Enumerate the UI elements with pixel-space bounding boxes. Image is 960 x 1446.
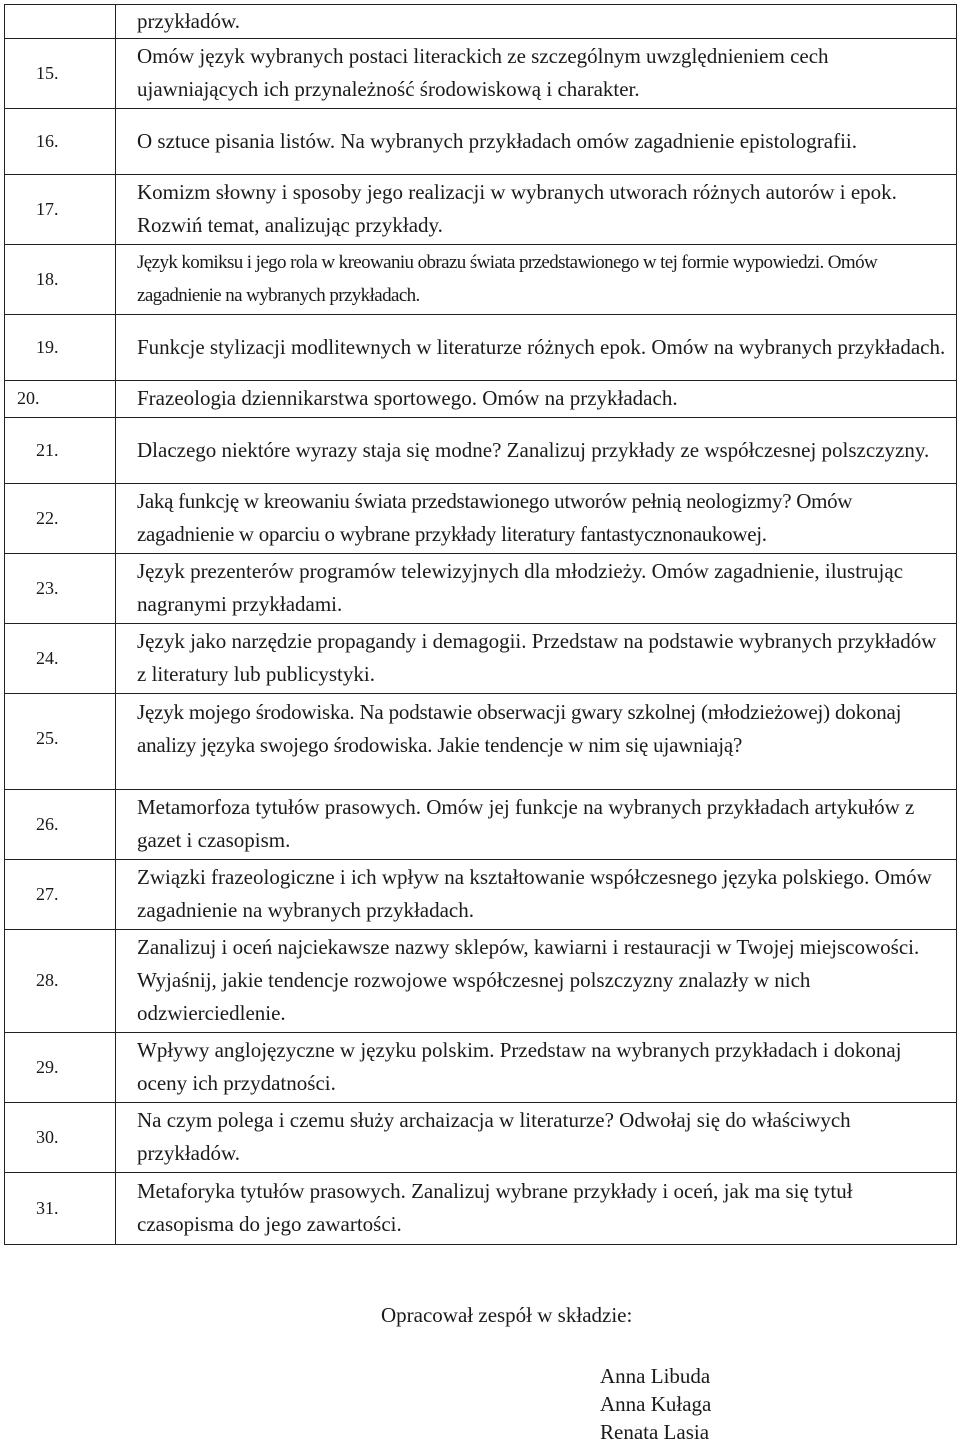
authors-list: [600, 1362, 711, 1446]
topic-text: Metamorfoza tytułów prasowych. Omów jej funkcje na wybranych przykładach artykułów z gazet i czasopism.: [116, 790, 957, 860]
table-row: [5, 790, 957, 860]
topic-number: 27.: [5, 860, 116, 930]
table-row: [5, 860, 957, 930]
topic-number: 17.: [5, 175, 116, 245]
topic-number: 31.: [5, 1173, 116, 1245]
topic-text: Omów język wybranych postaci literackich ze szczególnym uwzględnieniem cech ujawniających ich przynależność środowiskową i charakter.: [116, 39, 957, 109]
topic-number: 19.: [5, 315, 116, 381]
topic-text: Metaforyka tytułów prasowych. Zanalizuj wybrane przykłady i oceń, jak ma się tytuł czasopisma do jego zawartości.: [116, 1173, 957, 1245]
table-row: [5, 1173, 957, 1245]
table-row: [5, 381, 957, 418]
topic-number: 30.: [5, 1103, 116, 1173]
table-row: [5, 554, 957, 624]
topic-number: 20.: [5, 381, 116, 418]
table-row: [5, 930, 957, 1033]
table-row: [5, 175, 957, 245]
table-row: [5, 624, 957, 694]
table-row: [5, 5, 957, 39]
topics-table: [4, 4, 957, 1245]
table-row: [5, 39, 957, 109]
topic-text: O sztuce pisania listów. Na wybranych przykładach omów zagadnienie epistolografii.: [116, 109, 957, 175]
table-row: [5, 245, 957, 315]
topic-text: Zanalizuj i oceń najciekawsze nazwy sklepów, kawiarni i restauracji w Twojej miejscowości. Wyjaśnij, jakie tendencje rozwojowe współczesnej polszczyzny znalazły w nich odzwierciedlenie.: [116, 930, 957, 1033]
topic-number: 15.: [5, 39, 116, 109]
topic-text: Dlaczego niektóre wyrazy staja się modne? Zanalizuj przykłady ze współczesnej polszczyzny.: [116, 418, 957, 484]
topic-number: 25.: [5, 694, 116, 790]
credits-heading: Opracował zespół w składzie:: [381, 1303, 633, 1327]
table-row: [5, 109, 957, 175]
topic-text: Funkcje stylizacji modlitewnych w literaturze różnych epok. Omów na wybranych przykładach.: [116, 315, 957, 381]
topic-text: Związki frazeologiczne i ich wpływ na kształtowanie współczesnego języka polskiego. Omów zagadnienie na wybranych przykładach.: [116, 860, 957, 930]
table-row: [5, 484, 957, 554]
topic-number: 23.: [5, 554, 116, 624]
topic-number: 26.: [5, 790, 116, 860]
topic-number: 22.: [5, 484, 116, 554]
table-row: [5, 1103, 957, 1173]
topic-text: Frazeologia dziennikarstwa sportowego. Omów na przykładach.: [116, 381, 957, 418]
topic-text: Wpływy anglojęzyczne w języku polskim. Przedstaw na wybranych przykładach i dokonaj oceny ich przydatności.: [116, 1033, 957, 1103]
topic-number: 18.: [5, 245, 116, 315]
topic-text: przykładów.: [116, 5, 957, 39]
topic-text: Na czym polega i czemu służy archaizacja w literaturze? Odwołaj się do właściwych przykładów.: [116, 1103, 957, 1173]
topic-number: 16.: [5, 109, 116, 175]
topic-text: Język prezenterów programów telewizyjnych dla młodzieży. Omów zagadnienie, ilustrując nagranymi przykładami.: [116, 554, 957, 624]
topic-text: Język jako narzędzie propagandy i demagogii. Przedstaw na podstawie wybranych przykładów z literatury lub publicystyki.: [116, 624, 957, 694]
table-row: [5, 694, 957, 790]
author-name: Anna Kułaga: [600, 1392, 712, 1416]
topic-number: 28.: [5, 930, 116, 1033]
topic-text: Jaką funkcję w kreowaniu świata przedstawionego utworów pełnią neologizmy? Omów zagadnienie w oparciu o wybrane przykłady literatury fantastycznonaukowej.: [116, 484, 957, 554]
author-name: Anna Libuda: [600, 1364, 711, 1388]
topic-text: Język komiksu i jego rola w kreowaniu obrazu świata przedstawionego w tej formie wypowiedzi. Omów zagadnienie na wybranych przykładach.: [116, 245, 957, 315]
table-row: [5, 418, 957, 484]
topic-number: [5, 5, 116, 39]
table-row: [5, 1033, 957, 1103]
topic-number: 21.: [5, 418, 116, 484]
topic-text: Język mojego środowiska. Na podstawie obserwacji gwary szkolnej (młodzieżowej) dokonaj analizy języka swojego środowiska. Jakie tendencje w nim się ujawniają?: [116, 694, 957, 790]
author-name: Renata Lasia: [600, 1420, 710, 1444]
topic-number: 29.: [5, 1033, 116, 1103]
topic-text: Komizm słowny i sposoby jego realizacji w wybranych utworach różnych autorów i epok. Rozwiń temat, analizując przykłady.: [116, 175, 957, 245]
table-row: [5, 315, 957, 381]
topic-number: 24.: [5, 624, 116, 694]
